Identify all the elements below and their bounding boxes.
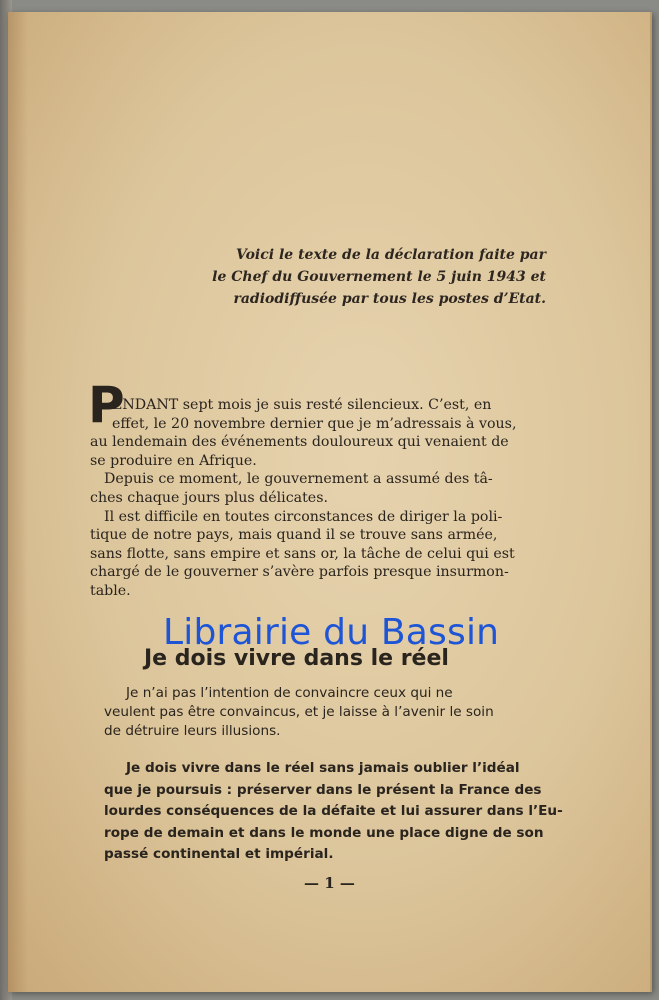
- text-line: effet, le 20 novembre dernier que je m’adressais à vous,: [112, 415, 517, 432]
- text-line: tique de notre pays, mais quand il se trouve sans armée,: [90, 527, 498, 544]
- watermark-text: Librairie du Bassin: [163, 612, 500, 653]
- text-line: veulent pas être convaincus, et je laisse à l’avenir le soin: [104, 704, 494, 720]
- text-line: lourdes conséquences de la défaite et lui assurer dans l’Eu-: [104, 803, 563, 819]
- intro-line: le Chef du Gouvernement le 5 juin 1943 et: [212, 269, 546, 285]
- text-line: au lendemain des événements douloureux qui venaient de: [90, 434, 509, 451]
- text-line: passé continental et impérial.: [104, 846, 334, 862]
- text-line: Je n’ai pas l’intention de convaincre ceux qui ne: [126, 685, 453, 701]
- text-line: chargé de le gouverner s’avère parfois presque insurmon-: [90, 564, 509, 581]
- text-line: Depuis ce moment, le gouvernement a assumé des tâ-: [104, 471, 493, 488]
- text-line: Je dois vivre dans le réel sans jamais oublier l’idéal: [126, 760, 520, 776]
- text-line: ches chaque jours plus délicates.: [90, 489, 328, 506]
- text-line: Il est difficile en toutes circonstances de diriger la poli-: [104, 508, 503, 525]
- paragraph-convaincre: [104, 684, 532, 741]
- paragraph-reel: [104, 758, 563, 866]
- text-line: rope de demain et dans le monde une place digne de son: [104, 824, 544, 841]
- text-line: se produire en Afrique.: [90, 452, 257, 469]
- intro-line: radiodiffusée par tous les postes d’Etat.: [233, 291, 546, 307]
- section-heading: Je dois vivre dans le réel: [144, 646, 449, 671]
- text-line: sans flotte, sans empire et sans or, la tâche de celui qui est: [90, 545, 515, 562]
- intro-note: [186, 244, 546, 310]
- text-line: que je poursuis : préserver dans le présent la France des: [104, 781, 542, 798]
- text-line: table.: [90, 582, 131, 599]
- intro-line: Voici le texte de la déclaration faite par: [236, 247, 546, 263]
- opening-paragraphs: [90, 396, 522, 601]
- text-line: de détruire leurs illusions.: [104, 723, 281, 739]
- text-line: ENDANT sept mois je suis resté silencieux. C’est, en: [112, 397, 492, 413]
- drop-cap: P: [88, 376, 125, 434]
- page-number: — 1 —: [304, 874, 355, 892]
